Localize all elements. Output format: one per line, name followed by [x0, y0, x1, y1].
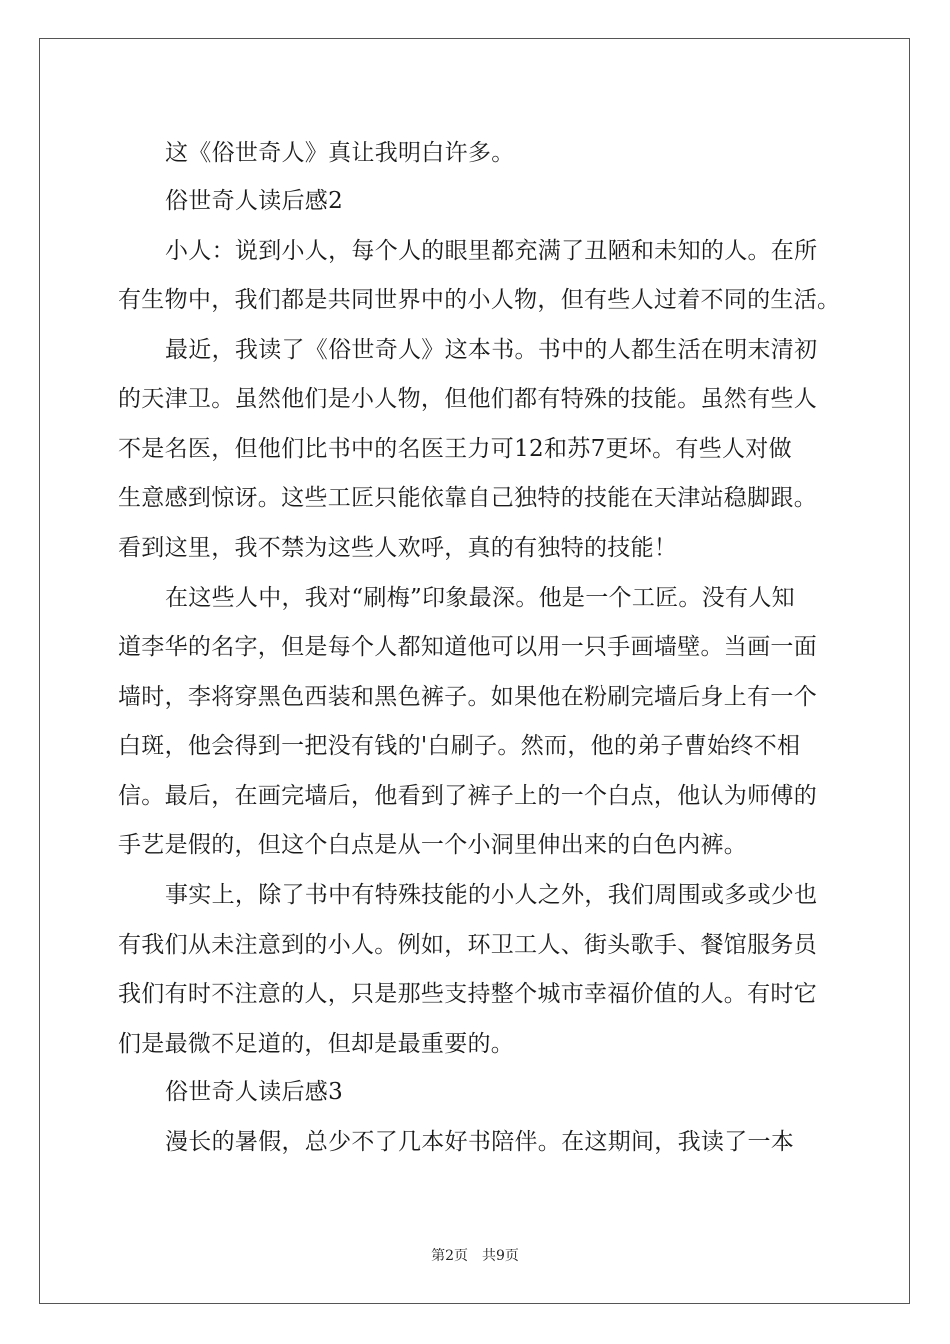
paragraph-line: 们是最微不足道的，但却是最重要的。	[118, 1031, 515, 1057]
section-heading: 俗世奇人读后感3	[165, 1079, 344, 1105]
paragraph-line: 看到这里，我不禁为这些人欢呼，真的有独特的技能！	[118, 535, 678, 561]
paragraph-line: 的天津卫。虽然他们是小人物，但他们都有特殊的技能。虽然有些人	[118, 386, 817, 412]
paragraph-line: 墙时，李将穿黑色西装和黑色裤子。如果他在粉刷完墙后身上有一个	[118, 684, 817, 710]
paragraph-line: 有我们从未注意到的小人。例如，环卫工人、街头歌手、餐馆服务员	[118, 932, 817, 958]
paragraph-line: 事实上，除了书中有特殊技能的小人之外，我们周围或多或少也	[165, 882, 818, 908]
page-number-footer: 第2页 共9页	[431, 1248, 519, 1264]
paragraph-line: 道李华的名字，但是每个人都知道他可以用一只手画墙壁。当画一面	[118, 634, 817, 660]
paragraph-line: 生意感到惊讶。这些工匠只能依靠自己独特的技能在天津站稳脚跟。	[118, 485, 817, 511]
paragraph-line: 我们有时不注意的人，只是那些支持整个城市幸福价值的人。有时它	[118, 981, 817, 1007]
paragraph-line: 漫长的暑假，总少不了几本好书陪伴。在这期间，我读了一本	[165, 1129, 795, 1155]
paragraph-line: 白斑，他会得到一把没有钱的'白刷子。然而，他的弟子曹始终不相	[118, 733, 801, 759]
paragraph-line: 信。最后，在画完墙后，他看到了裤子上的一个白点，他认为师傅的	[118, 783, 817, 809]
section-heading: 俗世奇人读后感2	[165, 188, 344, 214]
paragraph-line: 手艺是假的，但这个白点是从一个小洞里伸出来的白色内裤。	[118, 832, 748, 858]
paragraph-line: 这《俗世奇人》真让我明白许多。	[165, 140, 515, 166]
paragraph-line: 在这些人中，我对“刷梅”印象最深。他是一个工匠。没有人知	[165, 585, 795, 611]
paragraph-line: 小人：说到小人，每个人的眼里都充满了丑陋和未知的人。在所	[165, 238, 818, 264]
page-border	[39, 38, 910, 1304]
paragraph-line: 不是名医，但他们比书中的名医王力可12和苏7更坏。有些人对做	[118, 436, 792, 462]
paragraph-line: 有生物中，我们都是共同世界中的小人物，但有些人过着不同的生活。	[118, 287, 841, 313]
paragraph-line: 最近，我读了《俗世奇人》这本书。书中的人都生活在明末清初	[165, 337, 818, 363]
